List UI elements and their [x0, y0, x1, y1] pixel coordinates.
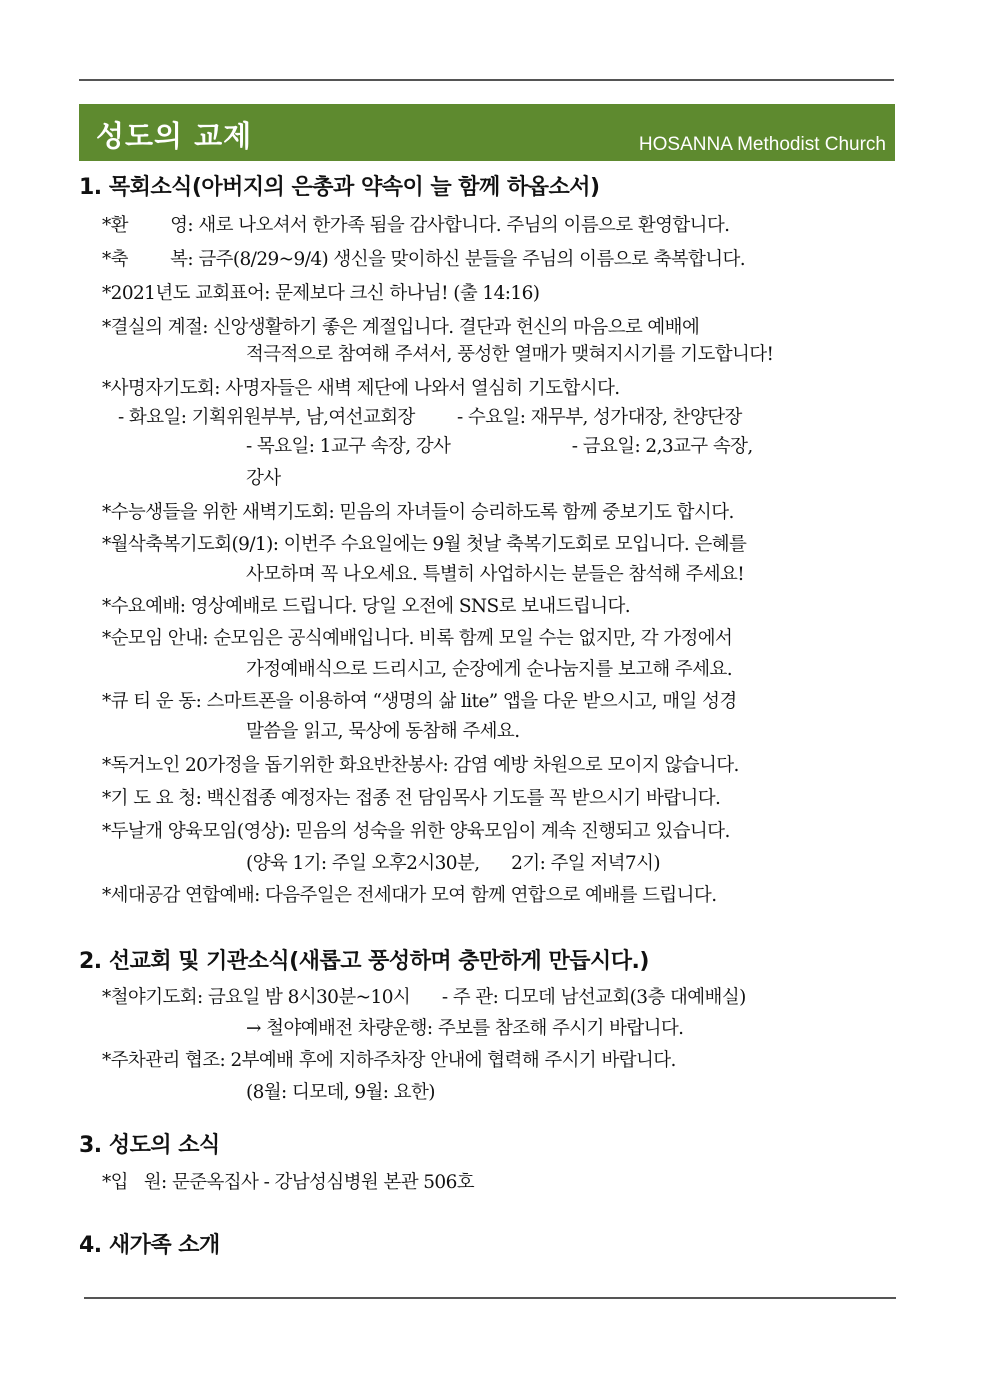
- notice-church-motto: *2021년도 교회표어: 문제보다 크신 하나님! (출 14:16): [102, 283, 540, 304]
- notice-mission-prayer: *사명자기도회: 사명자들은 새벽 제단에 나와서 열심히 기도합시다.: [102, 378, 620, 399]
- notice-wednesday-service: *수요예배: 영상예배로 드립니다. 당일 오전에 SNS로 보내드립니다.: [102, 596, 631, 617]
- notice-mission-prayer-schedule-1: - 화요일: 기획위원부부, 남,여선교회장 - 수요일: 재무부, 성가대장, 찬양단장: [118, 407, 742, 428]
- section-heading-missions: 2. 선교회 및 기관소식(새롭고 풍성하며 충만하게 만듭시다.): [79, 949, 649, 974]
- bottom-divider: [84, 1297, 896, 1299]
- page-banner: [79, 104, 895, 161]
- notice-qt-movement: *큐 티 운 동: 스마트폰을 이용하여 “생명의 삶 lite” 앱을 다운 받으시고, 매일 성경: [102, 691, 737, 712]
- notice-joint-service: *세대공감 연합예배: 다음주일은 전세대가 모여 함께 연합으로 예배를 드립니다.: [102, 885, 717, 906]
- notice-overnight-prayer-transport: → 철야예배전 차량운행: 주보를 참조해 주시기 바랍니다.: [246, 1018, 684, 1039]
- notice-parking-schedule: (8월: 디모데, 9월: 요한): [246, 1082, 435, 1103]
- notice-exam-prayer: *수능생들을 위한 새벽기도회: 믿음의 자녀들이 승리하도록 함께 중보기도 합시다.: [102, 502, 734, 523]
- section-heading-new-family: 4. 새가족 소개: [79, 1233, 220, 1258]
- notice-harvest-season: *결실의 계절: 신앙생활하기 좋은 계절입니다. 결단과 헌신의 마음으로 예배에: [102, 317, 700, 338]
- page-title: 성도의 교제: [96, 119, 253, 153]
- notice-discipleship: *두날개 양육모임(영상): 믿음의 성숙을 위한 양육모임이 계속 진행되고 있습니다.: [102, 821, 730, 842]
- notice-monthly-prayer-cont: 사모하며 꼭 나오세요. 특별히 사업하시는 분들은 참석해 주세요!: [246, 564, 745, 585]
- notice-discipleship-schedule: (양육 1기: 주일 오후2시30분, 2기: 주일 저녁7시): [246, 853, 660, 874]
- notice-parking: *주차관리 협조: 2부예배 후에 지하주차장 안내에 협력해 주시기 바랍니다.: [102, 1050, 676, 1071]
- top-divider: [79, 79, 894, 81]
- notice-qt-movement-cont: 말씀을 읽고, 묵상에 동참해 주세요.: [246, 721, 520, 742]
- notice-mission-prayer-schedule-3: 강사: [246, 468, 281, 489]
- notice-birthday: *축 복: 금주(8/29~9/4) 생신을 맞이하신 분들을 주님의 이름으로 축복합니다.: [102, 249, 746, 270]
- notice-cell-group: *순모임 안내: 순모임은 공식예배입니다. 비록 함께 모일 수는 없지만, 각 가정에서: [102, 628, 733, 649]
- section-heading-pastoral-news: 1. 목회소식(아버지의 은총과 약속이 늘 함께 하옵소서): [79, 175, 600, 200]
- notice-harvest-season-cont: 적극적으로 참여해 주셔서, 풍성한 열매가 맺혀지시기를 기도합니다!: [246, 344, 774, 365]
- notice-welcome: *환 영: 새로 나오셔서 한가족 됨을 감사합니다. 주님의 이름으로 환영합니다.: [102, 215, 730, 236]
- notice-prayer-request: *기 도 요 청: 백신접종 예정자는 접종 전 담임목사 기도를 꼭 받으시기 바랍니다.: [102, 788, 721, 809]
- notice-cell-group-cont: 가정예배식으로 드리시고, 순장에게 순나눔지를 보고해 주세요.: [246, 659, 733, 680]
- notice-mission-prayer-schedule-2: - 목요일: 1교구 속장, 강사 - 금요일: 2,3교구 속장,: [246, 436, 753, 457]
- notice-overnight-prayer: *철야기도회: 금요일 밤 8시30분~10시 - 주 관: 디모데 남선교회(3층 대예배실): [102, 987, 746, 1008]
- section-heading-member-news: 3. 성도의 소식: [79, 1133, 220, 1158]
- notice-elderly-service: *독거노인 20가정을 돕기위한 화요반찬봉사: 감염 예방 차원으로 모이지 않습니다.: [102, 755, 739, 776]
- notice-hospitalization: *입 원: 문준옥집사 - 강남성심병원 본관 506호: [102, 1172, 475, 1193]
- notice-monthly-prayer: *월삭축복기도회(9/1): 이번주 수요일에는 9월 첫날 축복기도회로 모입니다. 은혜를: [102, 534, 747, 555]
- church-name: HOSANNA Methodist Church: [638, 134, 886, 155]
